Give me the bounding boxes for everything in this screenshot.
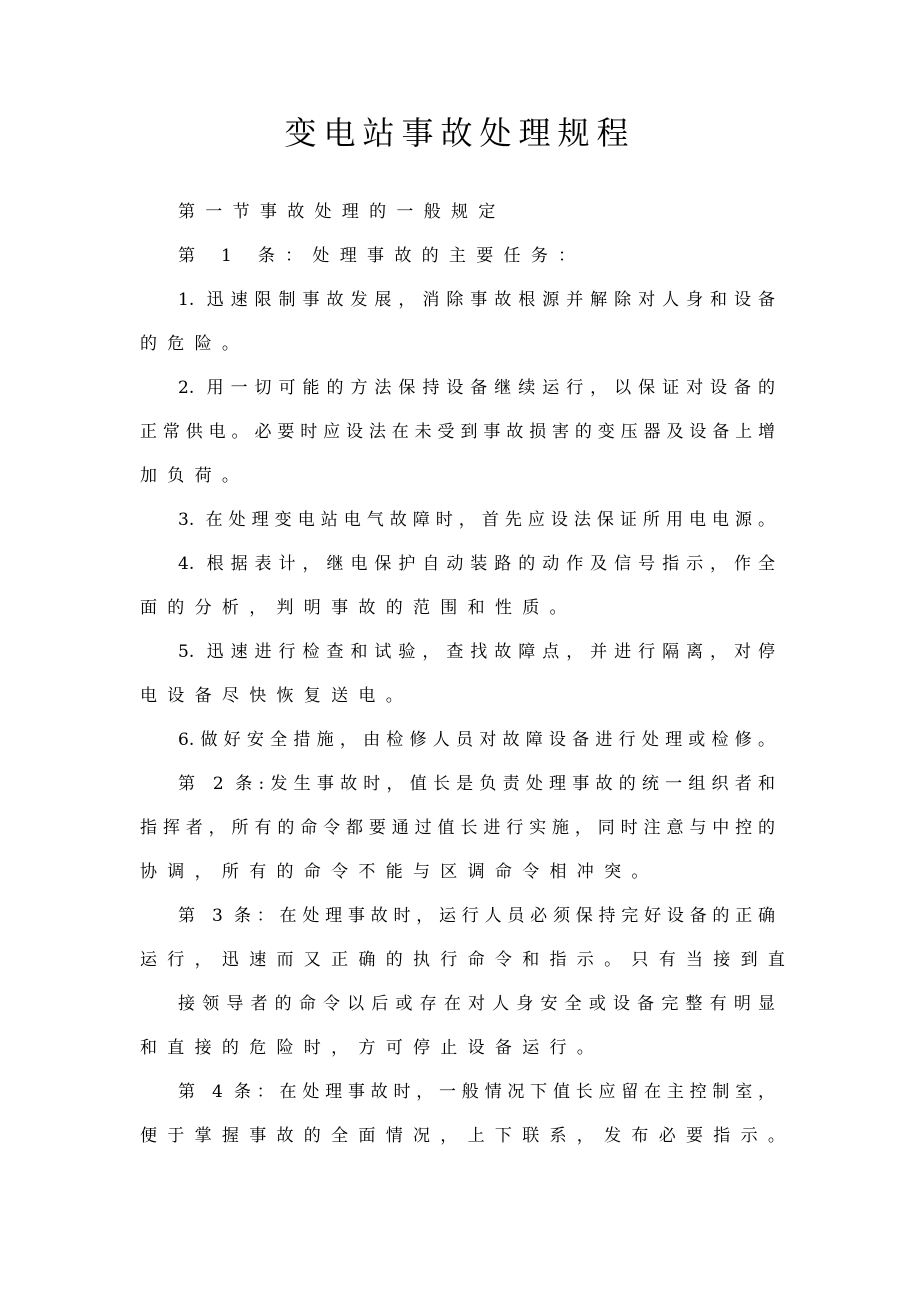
section-heading: 第一节事故处理的一般规定 <box>178 202 506 222</box>
paragraph-line: 和直接的危险时，方可停止设备运行。 <box>140 1038 605 1058</box>
paragraph-line: 正常供电。必要时应设法在未受到事故损害的变压器及设备上增 <box>140 422 775 442</box>
paragraph-line: 加负荷。 <box>140 466 250 486</box>
paragraph-line: 运行，迅速而又正确的执行命令和指示。只有当接到直 <box>140 950 796 970</box>
article-3-line: 第 3 条：在处理事故时，运行人员必须保持完好设备的正确 <box>178 906 775 926</box>
paragraph-line: 的危险。 <box>140 334 250 354</box>
article-1-heading: 第 1 条：处理事故的主要任务： <box>178 246 586 266</box>
paragraph-line: 1. 迅速限制事故发展，消除事故根源并解除对人身和设备 <box>178 290 775 310</box>
paragraph-line: 电设备尽快恢复送电。 <box>140 686 413 706</box>
paragraph-line: 接领导者的命令以后或存在对人身安全或设备完整有明显 <box>178 994 775 1014</box>
paragraph-line: 3. 在处理变电站电气故障时，首先应设法保证所用电电源。 <box>178 510 775 530</box>
paragraph-line: 6.做好安全措施，由检修人员对故障设备进行处理或检修。 <box>178 730 775 750</box>
paragraph-line: 5. 迅速进行检查和试验，查找故障点，并进行隔离，对停 <box>178 642 775 662</box>
article-4-line: 第 4 条：在处理事故时，一般情况下值长应留在主控制室， <box>178 1082 775 1102</box>
paragraph-line: 协调，所有的命令不能与区调命令相冲突。 <box>140 862 659 882</box>
paragraph-line: 便于掌握事故的全面情况，上下联系，发布必要指示。 <box>140 1126 796 1146</box>
paragraph-line: 2. 用一切可能的方法保持设备继续运行，以保证对设备的 <box>178 378 775 398</box>
paragraph-line: 4. 根据表计，继电保护自动装路的动作及信号指示，作全 <box>178 554 775 574</box>
paragraph-line: 指挥者，所有的命令都要通过值长进行实施，同时注意与中控的 <box>140 818 775 838</box>
paragraph-line: 面的分析，判明事故的范围和性质。 <box>140 598 577 618</box>
document-title: 变电站事故处理规程 <box>284 114 636 152</box>
article-2-line: 第 2 条:发生事故时，值长是负责处理事故的统一组织者和 <box>178 774 775 794</box>
